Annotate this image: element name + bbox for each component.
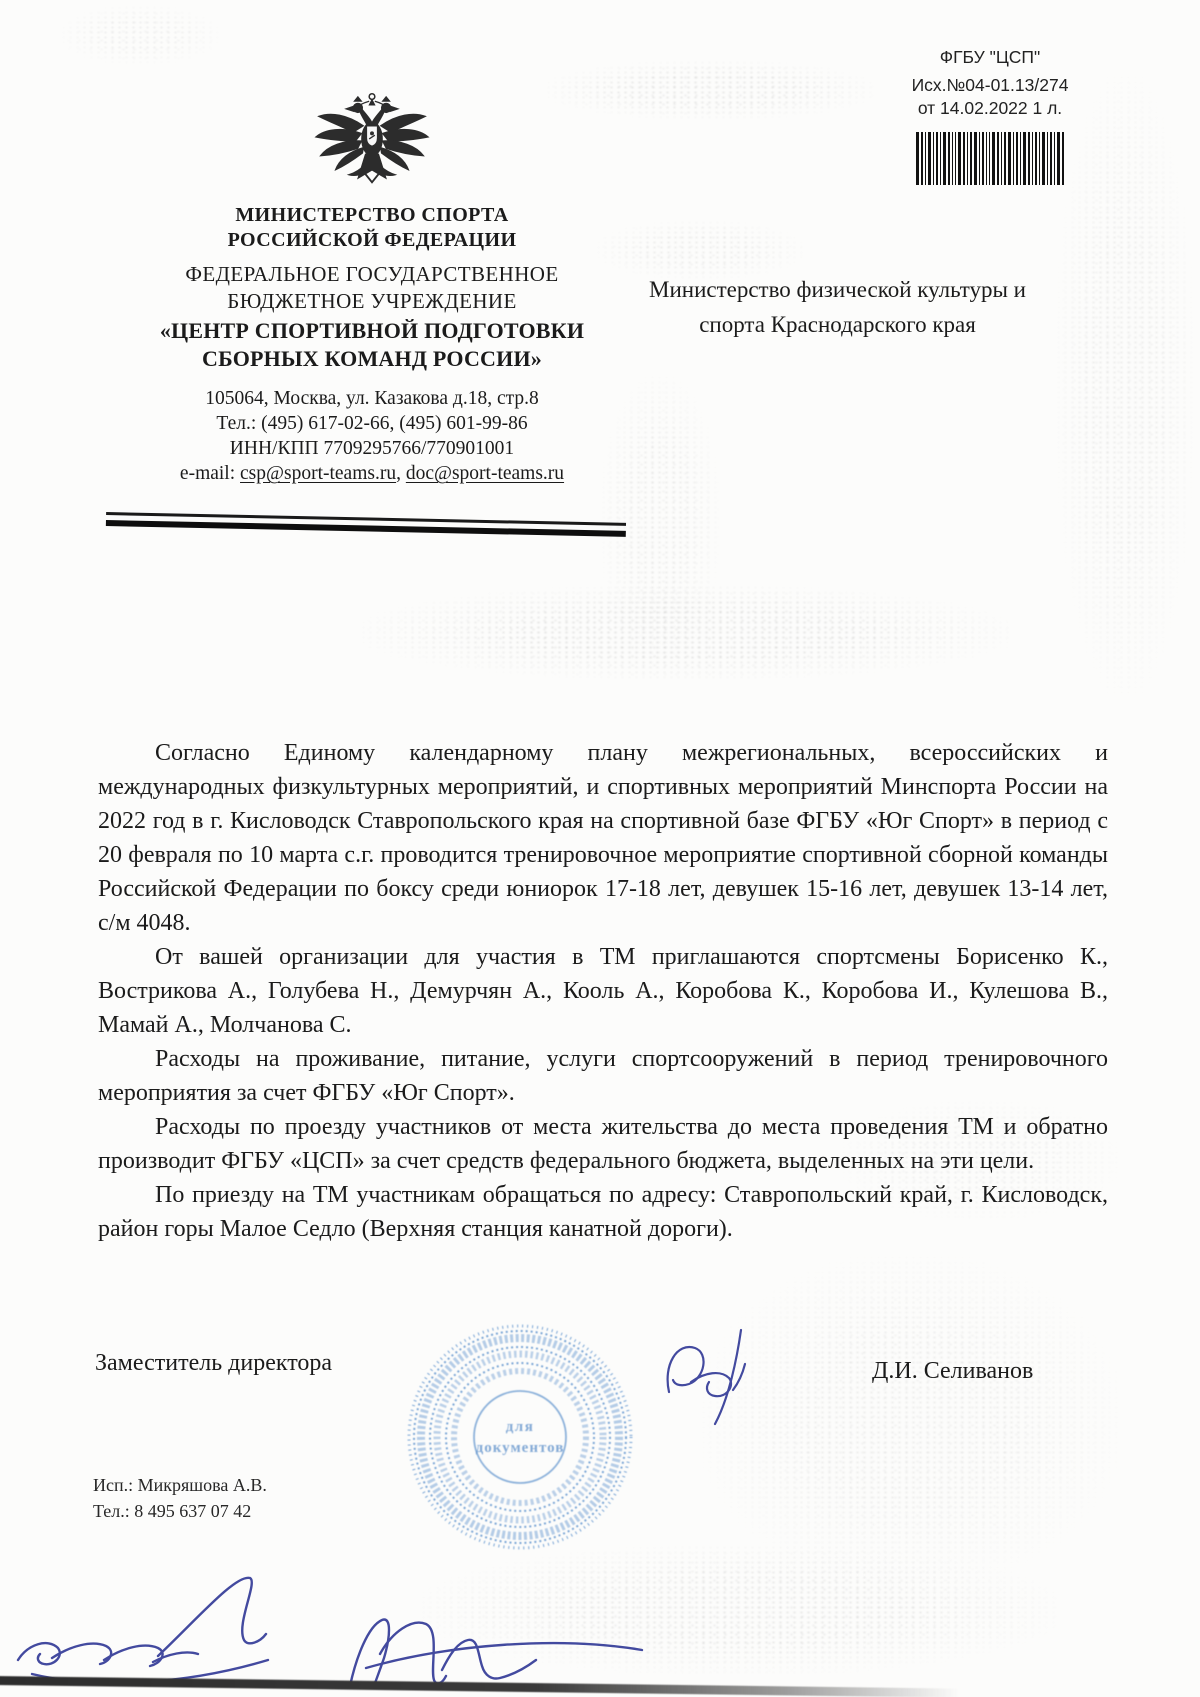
scan-artifact (60, 5, 220, 65)
letterhead-org-name (112, 317, 632, 373)
scan-artifact (360, 585, 1010, 680)
stamp-center-line-1: для (505, 1419, 535, 1435)
email-address-2: doc@sport-teams.ru (405, 463, 565, 484)
email-label: e-mail: (179, 463, 241, 484)
letterhead-org-type (112, 261, 632, 315)
body-paragraph-3: Расходы на проживание, питание, услуги спортсооружений в период тренировочного мероприятия за счет ФГБУ «Юг Спорт». (98, 1046, 1108, 1106)
executor-block (93, 1472, 267, 1524)
director-signature-ink (655, 1320, 785, 1440)
letterhead-email-line (112, 461, 632, 486)
executor-phone: Тел.: 8 495 637 07 42 (93, 1501, 252, 1521)
body-paragraph-5: По приезду на ТМ участникам обращаться по адресу: Ставропольский край, г. Кисловодск, район горы Малое Седло (Верхняя станция канатной дороги). (98, 1182, 1108, 1242)
official-stamp-icon (404, 1321, 636, 1553)
org-name-line-2: СБОРНЫХ КОМАНД РОССИИ» (202, 346, 542, 371)
doc-ref-block (845, 46, 1135, 120)
doc-ref-org: ФГБУ "ЦСП" (939, 47, 1041, 67)
letterhead-address: 105064, Москва, ул. Казакова д.18, стр.8 (205, 388, 539, 409)
ministry-line-1: МИНИСТЕРСТВО СПОРТА (235, 204, 509, 226)
letter-body (98, 736, 1108, 1246)
org-type-line-2: БЮДЖЕТНОЕ УЧРЕЖДЕНИЕ (227, 289, 517, 313)
letterhead-separator-rule (106, 512, 626, 537)
scan-artifact (545, 60, 875, 120)
body-paragraph-1: Согласно Единому календарному плану межрегиональных, всероссийских и международных физкультурных мероприятий, и спортивных мероприятий Минспорта России на 2022 год в г. Кисловодск Ставропольского края на спортивной базе ФГБУ «Юг Спорт» в период с 20 февраля по 10 марта с.г. проводится тренировочное мероприятие спортивной сборной команды Российской Федерации по боксу среди юниорок 17-18 лет, девушек 15-16 лет, девушек 13-14 лет, с/м 4048. (98, 740, 1108, 936)
doc-ref-number: Исх.№04-01.13/274 (911, 75, 1069, 95)
letterhead-contact (112, 386, 632, 486)
body-paragraph-4: Расходы по проезду участников от места жительства до места проведения ТМ и обратно производит ФГБУ «ЦСП» за счет средств федерального бюджета, выделенных на эти цели. (98, 1114, 1108, 1174)
scan-artifact (1055, 75, 1195, 695)
signature-name: Д.И. Селиванов (872, 1358, 1034, 1384)
org-type-line-1: ФЕДЕРАЛЬНОЕ ГОСУДАРСТВЕННОЕ (185, 262, 559, 286)
letterhead-ministry (112, 203, 632, 253)
doc-ref-date: от 14.02.2022 1 л. (917, 98, 1063, 118)
letterhead-phones: Тел.: (495) 617-02-66, (495) 601-99-86 (216, 413, 528, 434)
coat-of-arms-icon (306, 90, 438, 203)
recipient-block (600, 272, 1075, 342)
org-name-line-1: «ЦЕНТР СПОРТИВНОЙ ПОДГОТОВКИ (159, 318, 585, 343)
recipient-line-2: спорта Краснодарского края (699, 312, 976, 337)
body-paragraph-2: От вашей организации для участия в ТМ приглашаются спортсмены Борисенко К., Вострикова А., Голубева Н., Демурчян А., Кооль А., Коробова К., Коробова И., Кулешова В., Мамай А., Молчанова С. (98, 944, 1108, 1038)
stamp-center-line-2: документов (475, 1440, 565, 1456)
email-address-1: csp@sport-teams.ru (240, 463, 397, 484)
barcode (916, 132, 1064, 185)
executor-name: Исп.: Микряшова А.В. (93, 1475, 267, 1495)
ministry-line-2: РОССИЙСКОЙ ФЕДЕРАЦИИ (227, 229, 517, 251)
recipient-line-1: Министерство физической культуры и (649, 277, 1026, 302)
email-separator: , (396, 463, 406, 484)
signature-position-title: Заместитель директора (95, 1350, 333, 1376)
letterhead-inn-kpp: ИНН/КПП 7709295766/770901001 (229, 438, 515, 459)
